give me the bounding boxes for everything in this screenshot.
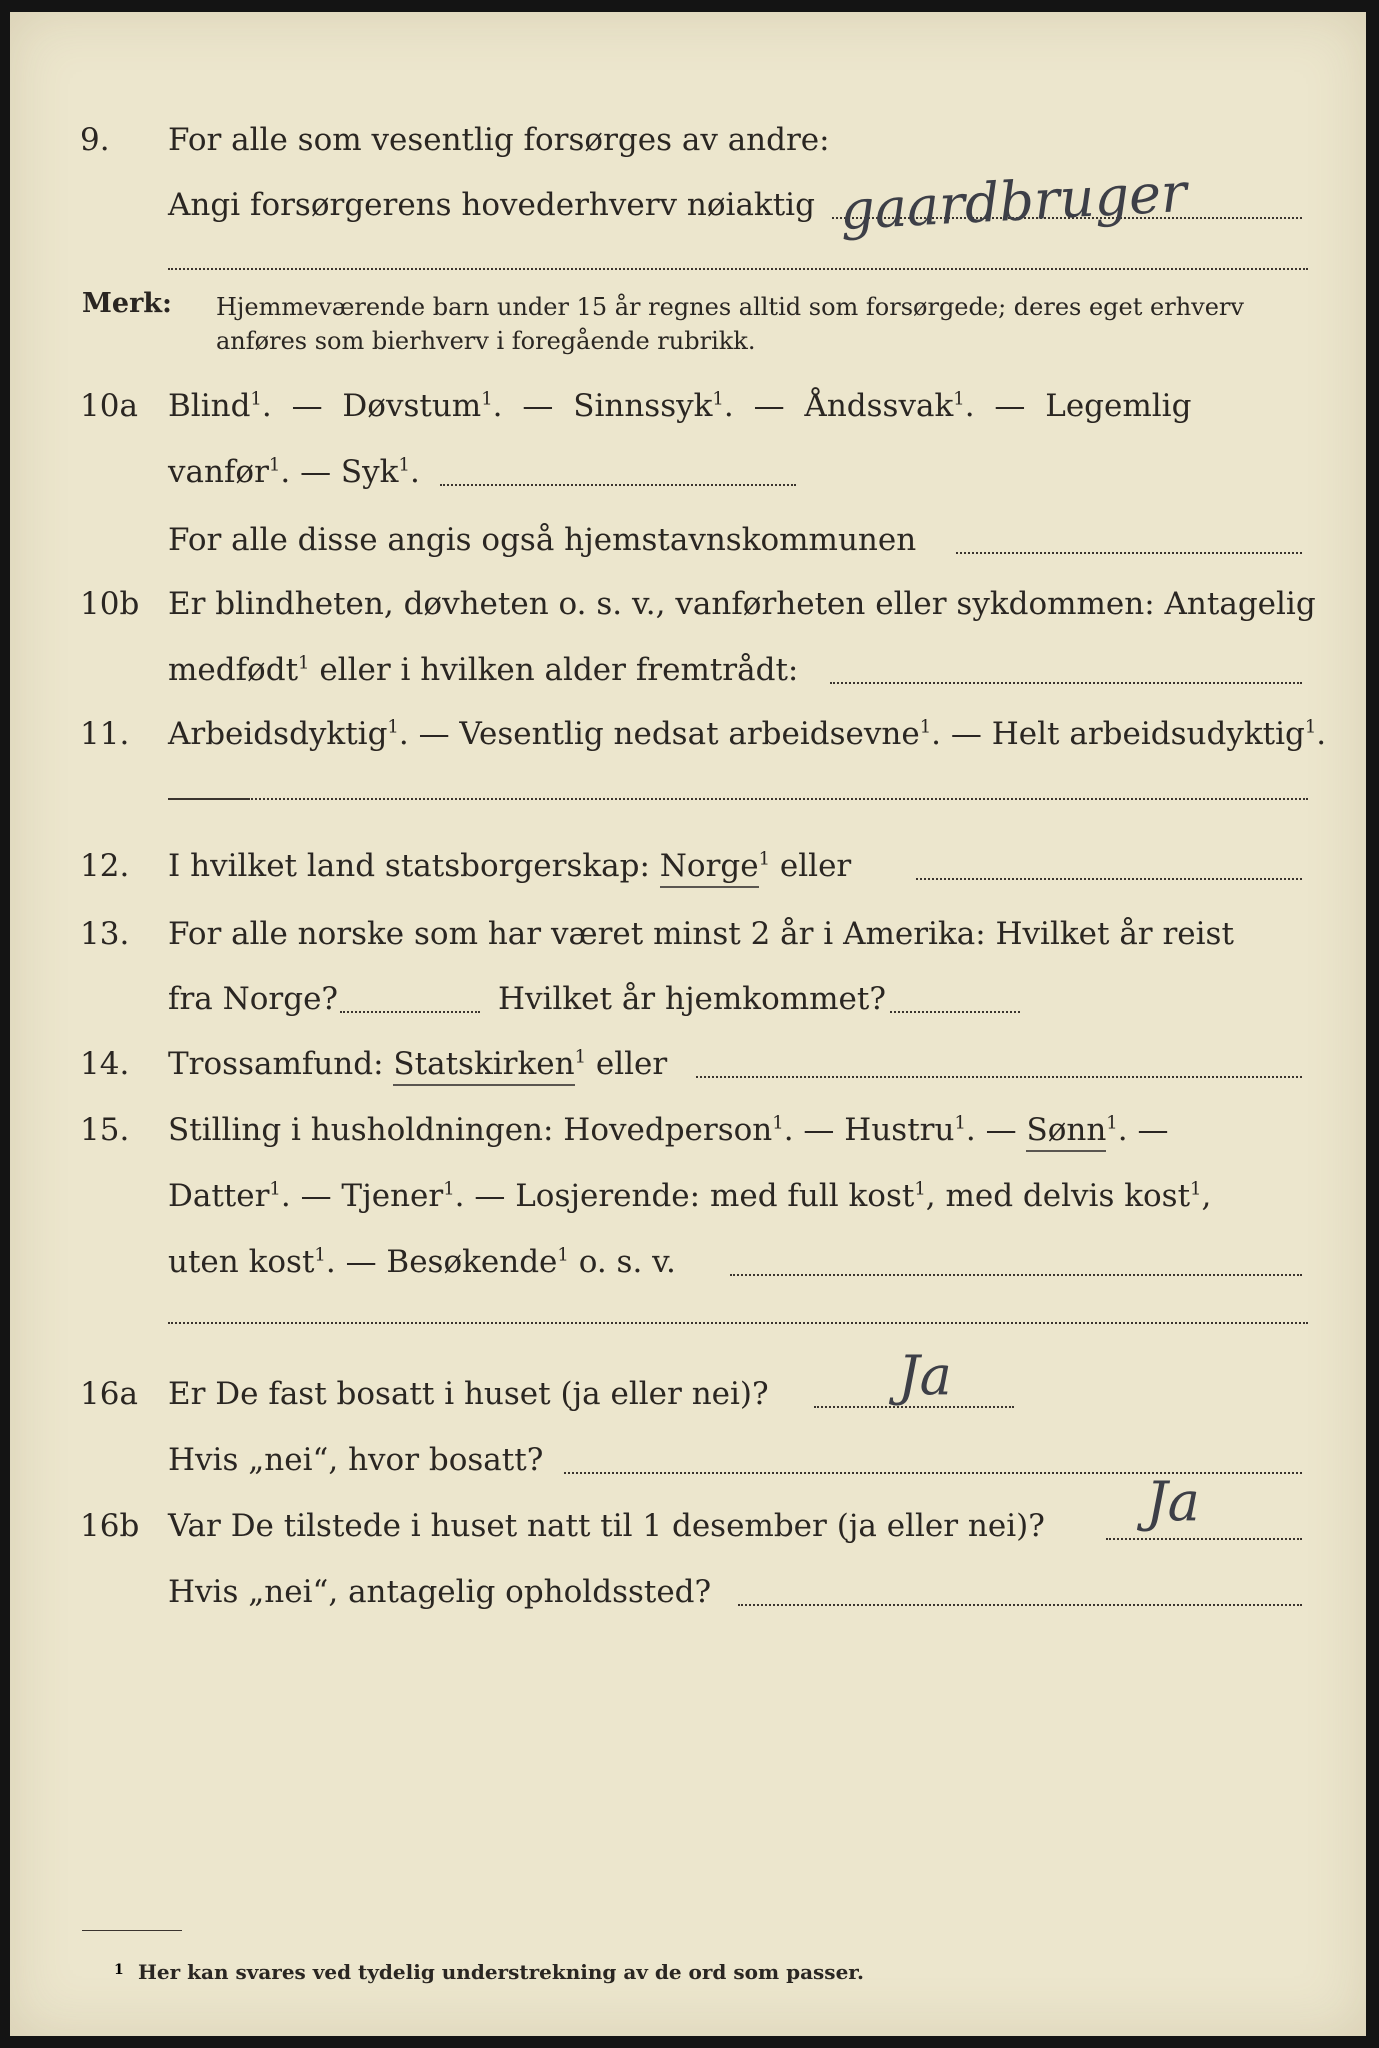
census-form-page xyxy=(10,12,1366,2036)
answer-line xyxy=(956,552,1302,554)
answer-line xyxy=(830,682,1302,684)
question-text xyxy=(168,846,851,886)
option-hustru: . — Hustru xyxy=(783,1112,955,1148)
footnote-rule xyxy=(82,1930,182,1931)
handwritten-answer-16a: Ja xyxy=(898,1344,952,1407)
option-dovstum: . — Døvstum xyxy=(261,388,482,424)
question-text: Angi forsørgerens hovederhverv nøiaktig xyxy=(168,187,815,223)
answer-line-solid xyxy=(168,798,250,800)
option-vanfor: vanfør xyxy=(168,454,269,490)
option-tjener: . — Tjener xyxy=(280,1178,444,1214)
footnote-mark: 1 xyxy=(954,1112,966,1134)
merk-line1: Hjemmeværende barn under 15 år regnes alltid som forsørgede; deres eget erhverv xyxy=(216,293,1244,321)
option-syk: . — Syk xyxy=(280,454,399,490)
footnote-mark: 1 xyxy=(1106,1112,1118,1134)
question-number: 13. xyxy=(80,916,130,952)
footnote-mark: 1 xyxy=(298,652,310,674)
answer-line xyxy=(730,1274,1302,1276)
footnote-mark: 1 xyxy=(398,454,410,476)
answer-line xyxy=(440,484,796,486)
question-text xyxy=(168,1242,676,1282)
footnote-mark: 1 xyxy=(914,1178,926,1200)
footnote-mark: 1 xyxy=(443,1178,455,1200)
question-text: For alle disse angis også hjemstavnskommunen xyxy=(168,522,917,558)
question-text-post: eller xyxy=(770,848,852,884)
question-text-rest: eller i hvilken alder fremtrådt: xyxy=(309,652,799,688)
footnote-mark: 1 xyxy=(269,1178,281,1200)
answer-line xyxy=(890,1011,1020,1013)
footnote-mark: 1 xyxy=(919,716,932,738)
separator: . — xyxy=(1117,1112,1169,1148)
answer-line xyxy=(340,1011,480,1013)
question-text: Er blindheten, døvheten o. s. v., vanførheten eller sykdommen: Antagelig xyxy=(168,586,1316,622)
footnote-mark: 1 xyxy=(574,1046,587,1068)
punctuation: , xyxy=(1201,1178,1212,1214)
question-text xyxy=(168,386,1191,426)
option-uten-kost: uten kost xyxy=(168,1244,315,1280)
question-text-post: o. s. v. xyxy=(568,1244,676,1280)
answer-line xyxy=(168,268,1308,270)
footnote-number: 1 xyxy=(114,1962,124,1978)
answer-line xyxy=(696,1076,1302,1078)
merk-label: Merk: xyxy=(82,288,172,319)
question-number: 10a xyxy=(80,388,138,424)
question-text xyxy=(168,714,1326,754)
option-nedsat: . — Vesentlig nedsat arbeidsevne xyxy=(398,716,920,752)
question-text: Var De tilstede i huset natt til 1 desember (ja eller nei)? xyxy=(168,1508,1045,1544)
option-sinnssyk: . — Sinnssyk xyxy=(492,388,713,424)
question-text xyxy=(168,650,798,690)
footnote-mark: 1 xyxy=(481,388,493,410)
option-udyktig: . — Helt arbeidsudyktig xyxy=(931,716,1305,752)
footnote-mark: 1 xyxy=(772,1112,784,1134)
option-medfodt: medfødt xyxy=(168,652,299,688)
footnote-mark: 1 xyxy=(557,1244,569,1266)
answer-line xyxy=(168,798,1308,800)
option-datter: Datter xyxy=(168,1178,270,1214)
option-arbeidsdyktig: Arbeidsdyktig xyxy=(168,716,388,752)
handwritten-answer-9: gaardbruger xyxy=(838,160,1189,243)
question-text: fra Norge? xyxy=(168,981,339,1017)
footnote-mark: 1 xyxy=(1190,1178,1202,1200)
separator: . — xyxy=(965,1112,1027,1148)
footnote-mark: 1 xyxy=(712,388,724,410)
punctuation: . xyxy=(409,454,420,490)
question-text: Hvilket år hjemkommet? xyxy=(498,981,886,1017)
answer-line xyxy=(738,1604,1302,1606)
option-full-kost: . — Losjerende: med full kost xyxy=(454,1178,915,1214)
answer-line xyxy=(1106,1538,1302,1540)
merk-line2: anføres som bierhverv i foregående rubrikk. xyxy=(216,327,756,355)
footnote-mark: 1 xyxy=(953,388,965,410)
handwritten-answer-16b: Ja xyxy=(1146,1470,1200,1533)
question-text-pre: Trossamfund: xyxy=(168,1046,394,1082)
option-hovedperson: Stilling i husholdningen: Hovedperson xyxy=(168,1112,773,1148)
question-number: 12. xyxy=(80,848,130,884)
question-text: For alle norske som har været minst 2 år i Amerika: Hvilket år reist xyxy=(168,916,1234,952)
question-number: 15. xyxy=(80,1112,130,1148)
question-number: 16b xyxy=(80,1508,140,1544)
footnote-mark: 1 xyxy=(1304,716,1317,738)
question-number: 11. xyxy=(80,716,130,752)
option-norge-underlined: Norge xyxy=(660,848,759,888)
option-besokende: . — Besøkende xyxy=(325,1244,558,1280)
question-text: Hvis „nei“, antagelig opholdssted? xyxy=(168,1574,712,1610)
question-text-pre: I hvilket land statsborgerskap: xyxy=(168,848,660,884)
question-number: 9. xyxy=(80,122,110,158)
answer-line xyxy=(168,1322,1308,1324)
question-text: Hvis „nei“, hvor bosatt? xyxy=(168,1442,544,1478)
option-delvis-kost: , med delvis kost xyxy=(925,1178,1191,1214)
option-sonn-underlined: Sønn xyxy=(1026,1112,1106,1152)
punctuation: . xyxy=(1316,716,1327,752)
question-number: 10b xyxy=(80,586,140,622)
question-text xyxy=(168,452,420,492)
option-andssvak: . — Åndssvak xyxy=(723,388,954,424)
question-text xyxy=(168,1044,667,1084)
footnote-mark: 1 xyxy=(387,716,399,738)
answer-line xyxy=(916,878,1302,880)
footnote-text: Her kan svares ved tydelig understrekning av de ord som passer. xyxy=(138,1960,864,1984)
question-text-post: eller xyxy=(586,1046,668,1082)
question-text xyxy=(168,1176,1211,1216)
question-number: 14. xyxy=(80,1046,130,1082)
option-legemlig: . — Legemlig xyxy=(964,388,1192,424)
footnote-mark: 1 xyxy=(250,388,262,410)
option-blind: Blind xyxy=(168,388,251,424)
footnote-mark: 1 xyxy=(314,1244,326,1266)
question-text: For alle som vesentlig forsørges av andre: xyxy=(168,122,830,158)
question-number: 16a xyxy=(80,1376,138,1412)
question-text: Er De fast bosatt i huset (ja eller nei)? xyxy=(168,1376,769,1412)
option-statskirken-underlined: Statskirken xyxy=(393,1046,574,1086)
footnote-mark: 1 xyxy=(758,848,771,870)
footnote-mark: 1 xyxy=(268,454,281,476)
question-text xyxy=(168,1110,1168,1150)
